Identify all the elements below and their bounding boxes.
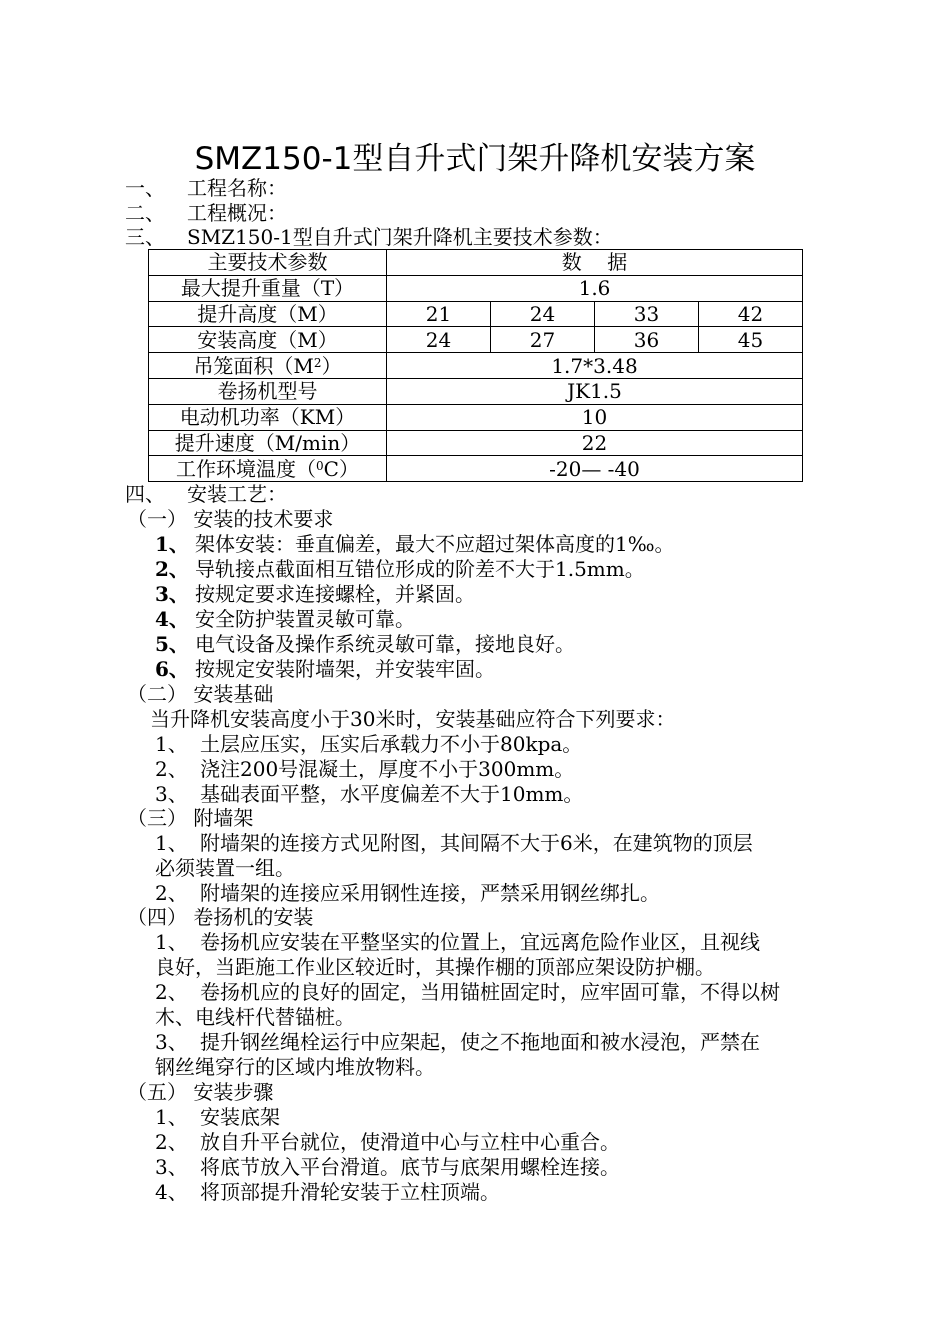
section-number: 二、 [125,201,165,225]
item-number: 2、 [155,881,188,905]
part5-heading: （五） 安装步骤 [127,1080,274,1104]
list-item [155,1155,620,1180]
row-label: 卷扬机型号 [149,378,387,404]
row-label: 提升高度（M） [149,301,387,327]
table-row [149,327,803,353]
item-text: 提升钢丝绳栓运行中应架起，使之不拖地面和被水浸泡，严禁在 [200,1030,760,1054]
list-item [155,657,495,682]
item-text: 电气设备及操作系统灵敏可靠，接地良好。 [195,632,575,656]
row-label: 安装高度（M） [149,327,387,353]
item-number: 4、 [155,607,189,631]
row-label [149,456,387,482]
section-text: 工程名称： [187,176,287,200]
item-number: 3、 [155,1155,188,1179]
row-cell: 33 [595,301,699,327]
section-number: 一、 [125,176,165,200]
item-text: 导轨接点截面相互错位形成的阶差不大于1.5mm。 [195,557,645,581]
row-value: JK1.5 [387,378,803,404]
item-text: 卷扬机应安装在平整坚实的位置上，宜远离危险作业区，且视线 [200,930,760,954]
list-item [155,1130,620,1155]
item-number: 3、 [155,1030,188,1054]
row-value: 1.6 [387,275,803,301]
item-number: 2、 [155,1130,188,1154]
row-cell: 27 [491,327,595,353]
item-text: 附墙架的连接方式见附图，其间隔不大于6米，在建筑物的顶层 [200,831,753,855]
header-data: 数 据 [387,250,803,276]
list-item [155,1030,760,1055]
row-cell: 24 [491,301,595,327]
section-number: 四、 [125,482,165,506]
item-number: 4、 [155,1180,188,1204]
section-number: 三、 [125,225,165,249]
item-number: 5、 [155,632,189,656]
item-number: 1、 [155,831,188,855]
list-item [155,557,645,582]
list-item [155,1105,280,1130]
label-text: 吊笼面积（M [193,353,314,378]
table-row [149,404,803,430]
list-item [155,757,574,782]
table-row [149,353,803,379]
label-superscript: 0 [316,458,324,473]
part3-heading: （三） 附墙架 [127,806,254,830]
item-text: 基础表面平整，水平度偏差不大于10mm。 [200,782,584,806]
list-item [155,881,660,906]
row-label: 电动机功率（KM） [149,404,387,430]
item-number: 1、 [155,532,189,556]
document-title: SMZ150-1型自升式门架升降机安装方案 [194,141,756,177]
list-item [155,632,575,657]
item-number: 6、 [155,657,189,681]
item-text: 将底节放入平台滑道。底节与底架用螺栓连接。 [200,1155,620,1179]
item-number: 1、 [155,930,188,954]
section-text: 工程概况： [187,201,287,225]
item-text: 浇注200号混凝土，厚度不小于300mm。 [200,757,575,781]
row-cell: 36 [595,327,699,353]
list-item [155,930,760,955]
table-row [149,456,803,482]
table-header-row [149,250,803,276]
section-4 [125,482,287,507]
item-continuation: 必须装置一组。 [155,856,295,880]
table-row [149,378,803,404]
item-number: 1、 [155,732,188,756]
item-continuation: 良好，当距施工作业区较近时，其操作棚的顶部应架设防护棚。 [155,955,715,979]
section-3 [125,225,613,250]
item-number: 2、 [155,757,188,781]
item-text: 安装底架 [200,1105,280,1129]
row-value: 22 [387,430,803,456]
item-text: 附墙架的连接应采用钢性连接，严禁采用钢丝绑扎。 [200,881,660,905]
row-value: 10 [387,404,803,430]
part2-intro: 当升降机安装高度小于30米时，安装基础应符合下列要求： [150,707,676,731]
item-continuation: 钢丝绳穿行的区域内堆放物料。 [155,1055,435,1079]
list-item [155,782,583,807]
table-row [149,275,803,301]
label-text: 工作环境温度（ [176,456,317,481]
list-item [155,831,753,856]
row-value: 1.7*3.48 [387,353,803,379]
section-2 [125,201,287,226]
item-text: 按规定要求连接螺栓，并紧固。 [195,582,475,606]
part4-heading: （四） 卷扬机的安装 [127,905,314,929]
item-text: 土层应压实，压实后承载力不小于80kpa。 [200,732,583,756]
list-item [155,980,780,1005]
row-label [149,353,387,379]
label-end: C） [323,456,359,481]
row-label: 最大提升重量（T） [149,275,387,301]
list-item [155,1180,500,1205]
label-superscript: 2 [313,355,322,370]
list-item [155,607,415,632]
list-item [155,582,475,607]
row-cell: 24 [387,327,491,353]
row-cell: 42 [699,301,803,327]
item-number: 3、 [155,782,188,806]
item-text: 架体安装：垂直偏差，最大不应超过架体高度的1‰。 [195,532,675,556]
list-item [155,532,675,557]
row-value: -20— -40 [387,456,803,482]
part1-heading: （一） 安装的技术要求 [127,507,334,531]
row-cell: 45 [699,327,803,353]
item-text: 安全防护装置灵敏可靠。 [195,607,415,631]
section-text: 安装工艺： [187,482,287,506]
item-text: 将顶部提升滑轮安装于立柱顶端。 [200,1180,500,1204]
table-row [149,430,803,456]
item-text: 卷扬机应的良好的固定，当用锚桩固定时，应牢固可靠，不得以树 [200,980,780,1004]
section-text: SMZ150-1型自升式门架升降机主要技术参数： [187,225,613,249]
item-text: 放自升平台就位，使滑道中心与立柱中心重合。 [200,1130,620,1154]
section-1 [125,176,287,201]
header-param: 主要技术参数 [149,250,387,276]
row-label: 提升速度（M/min） [149,430,387,456]
item-continuation: 木、电线杆代替锚桩。 [155,1005,355,1029]
part2-heading: （二） 安装基础 [127,682,274,706]
row-cell: 21 [387,301,491,327]
item-number: 2、 [155,980,188,1004]
label-end: ） [321,353,342,378]
table-row [149,301,803,327]
item-number: 3、 [155,582,189,606]
item-number: 1、 [155,1105,188,1129]
item-number: 2、 [155,557,189,581]
list-item [155,732,582,757]
item-text: 按规定安装附墙架，并安装牢固。 [195,657,495,681]
spec-table [148,249,803,482]
